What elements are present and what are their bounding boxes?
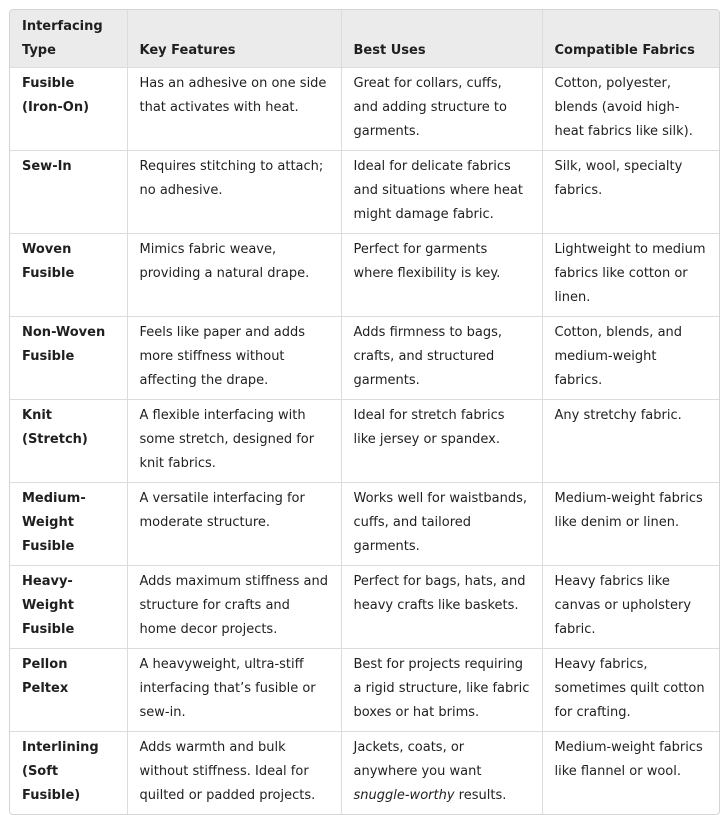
cell-fabrics: Medium-weight fabrics like flannel or wool. [554,740,703,779]
cell-fabrics: Cotton, blends, and medium-weight fabrics. [542,317,719,400]
cell-fabrics: Any stretchy fabric. [542,400,719,483]
cell-fabrics: Heavy fabrics, sometimes quilt cotton for crafting. [542,649,719,732]
cell-uses: Great for collars, cuffs, and adding structure to garments. [341,68,542,151]
cell-uses [341,732,542,815]
cell-features: A heavyweight, ultra-stiff interfacing that’s fusible or sew-in. [127,649,341,732]
header-best-uses: Best Uses [341,10,542,68]
cell-type: Medium-Weight Fusible [10,483,127,566]
cell-type: Woven Fusible [10,234,127,317]
cell-uses: Perfect for garments where flexibility is key. [341,234,542,317]
table-header [10,10,719,68]
cell-fabrics: Silk, wool, specialty fabrics. [542,151,719,234]
cell-fabrics: Medium-weight fabrics like denim or linen. [542,483,719,566]
table-row [10,151,719,234]
cell-uses: Perfect for bags, hats, and heavy crafts like baskets. [341,566,542,649]
table-row [10,68,719,151]
uses-text-start: Jackets, coats, or anywhere you want [353,740,482,779]
table-row [10,566,719,649]
cell-features: A versatile interfacing for moderate structure. [127,483,341,566]
table-row [10,649,719,732]
cell-uses: Adds firmness to bags, crafts, and structured garments. [341,317,542,400]
table-row [10,732,719,815]
cell-fabrics: Lightweight to medium fabrics like cotton or linen. [542,234,719,317]
cell-type: Pellon Peltex [10,649,127,732]
cell-uses: Works well for waistbands, cuffs, and tailored garments. [341,483,542,566]
cell-features: A flexible interfacing with some stretch, designed for knit fabrics. [127,400,341,483]
cell-type: Sew-In [10,151,127,234]
table-row [10,317,719,400]
table-row [10,234,719,317]
cell-uses: Ideal for stretch fabrics like jersey or spandex. [341,400,542,483]
cell-features: Adds warmth and bulk without stiffness. Ideal for quilted or padded projects. [127,732,341,815]
cell-features: Feels like paper and adds more stiffness without affecting the drape. [127,317,341,400]
header-row [10,10,719,68]
interfacing-table [10,10,719,814]
table-row [10,483,719,566]
cell-type: Knit (Stretch) [10,400,127,483]
cell-features: Mimics fabric weave, providing a natural drape. [127,234,341,317]
cell-fabrics: Heavy fabrics like canvas or upholstery fabric. [542,566,719,649]
uses-text-emphasis: snuggle-worthy [353,788,455,803]
table-row [10,400,719,483]
table-body [10,68,719,815]
cell-uses: Best for projects requiring a rigid structure, like fabric boxes or hat brims. [341,649,542,732]
cell-type: Interlining (Soft Fusible) [10,732,127,815]
header-interfacing-type: Interfacing Type [10,10,127,68]
cell-features: Adds maximum stiffness and structure for crafts and home decor projects. [127,566,341,649]
cell-fabrics: Cotton, polyester, blends (avoid high-heat fabrics like silk). [542,68,719,151]
header-key-features: Key Features [127,10,341,68]
cell-uses: Ideal for delicate fabrics and situations where heat might damage fabric. [341,151,542,234]
interfacing-table-container [9,9,720,815]
uses-text-end: results. [454,788,507,803]
header-compatible-fabrics: Compatible Fabrics [542,10,719,68]
cell-type: Heavy-Weight Fusible [10,566,127,649]
cell-features: Has an adhesive on one side that activates with heat. [127,68,341,151]
cell-type: Non-Woven Fusible [10,317,127,400]
cell-type: Fusible (Iron-On) [10,68,127,151]
cell-features: Requires stitching to attach; no adhesive. [127,151,341,234]
